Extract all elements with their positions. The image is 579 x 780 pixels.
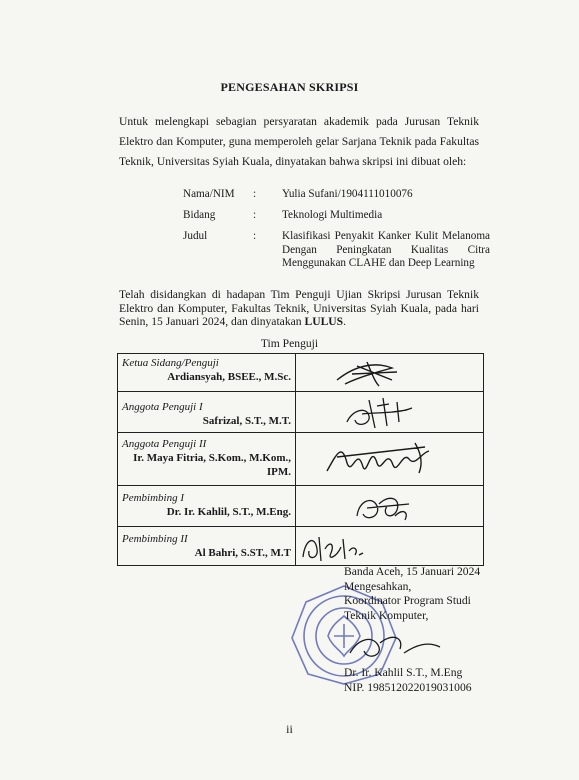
examiner-name: Safrizal, S.T., M.T. (202, 415, 291, 427)
page-number: ii (286, 722, 293, 736)
signature-mark (296, 486, 483, 526)
colon: : (253, 209, 257, 221)
page-title: PENGESAHAN SKRIPSI (220, 80, 359, 94)
examiner-cell (118, 354, 296, 391)
signature-cell (296, 527, 483, 565)
examiner-name: Al Bahri, S.ST., M.T (194, 547, 291, 559)
examiner-row (118, 486, 483, 527)
examiner-role: Pembimbing II (122, 533, 188, 545)
signature-cell (296, 392, 483, 432)
examiner-cell (118, 392, 296, 432)
passed-paragraph (119, 288, 479, 329)
approval-nip: NIP. 198512022019031006 (344, 680, 472, 694)
approval-block (344, 565, 480, 695)
approval-line: Mengesahkan, (344, 579, 412, 593)
examiner-row (118, 433, 483, 486)
examiner-cell (118, 527, 296, 565)
colon: : (253, 188, 257, 200)
nama-value: Yulia Sufani/1904111010076 (282, 188, 413, 200)
examiner-row (118, 354, 483, 392)
examiners-table (117, 353, 484, 566)
colon: : (253, 230, 257, 242)
examiners-heading: Tim Penguji (260, 337, 319, 350)
signature-space (344, 623, 480, 666)
examiner-role: Pembimbing I (122, 492, 185, 504)
signature-mark (296, 392, 483, 432)
signature-mark (296, 527, 483, 565)
examiner-name: Ir. Maya Fitria, S.Kom., M.Kom., IPM. (133, 452, 291, 478)
judul-label: Judul (183, 230, 208, 242)
signature-cell (296, 433, 483, 485)
approval-place-date: Banda Aceh, 15 Januari 2024 (344, 565, 481, 578)
passed-result: LULUS (304, 315, 344, 329)
signature-mark (296, 433, 483, 485)
approval-line: Koordinator Program Studi (344, 594, 471, 607)
signature-cell (296, 486, 483, 526)
examiner-role: Anggota Penguji II (122, 438, 207, 450)
examiner-name: Ardiansyah, BSEE., M.Sc. (167, 371, 291, 383)
nama-label: Nama/NIM (183, 188, 235, 200)
examiner-name: Dr. Ir. Kahlil, S.T., M.Eng. (166, 506, 291, 518)
examiner-role: Anggota Penguji I (122, 401, 203, 413)
examiner-cell (118, 433, 296, 485)
judul-value: Klasifikasi Penyakit Kanker Kulit Melanoma Dengan Peningkatan Kualitas Citra Menggunakan CLAHE dan Deep Learning (282, 230, 490, 270)
examiner-role: Ketua Sidang/Penguji (122, 357, 219, 369)
examiner-row (118, 527, 483, 565)
passed-period: . (343, 315, 347, 329)
bidang-value: Teknologi Multimedia (282, 209, 383, 221)
signature-mark (296, 354, 483, 391)
passed-text: Telah disidangkan di hadapan Tim Penguji Ujian Skripsi Jurusan Teknik Elektro dan Komputer, Fakultas Teknik, Universitas Syiah Kuala, pada hari Senin, 15 Januari 2024, dan dinyatakan (119, 288, 479, 329)
signature-cell (296, 354, 483, 391)
examiner-row (118, 392, 483, 433)
bidang-label: Bidang (183, 209, 216, 221)
intro-paragraph: Untuk melengkapi sebagian persyaratan akademik pada Jurusan Teknik Elektro dan Komputer, guna memperoleh gelar Sarjana Teknik pada Fakultas Teknik, Universitas Syiah Kuala, dinyatakan bahwa skripsi ini dibuat oleh: (119, 115, 479, 168)
approval-signer: Dr. Ir. Kahlil S.T., M.Eng (344, 666, 463, 679)
examiner-cell (118, 486, 296, 526)
approval-line: Teknik Komputer, (344, 608, 429, 622)
signature-mark (344, 623, 464, 666)
